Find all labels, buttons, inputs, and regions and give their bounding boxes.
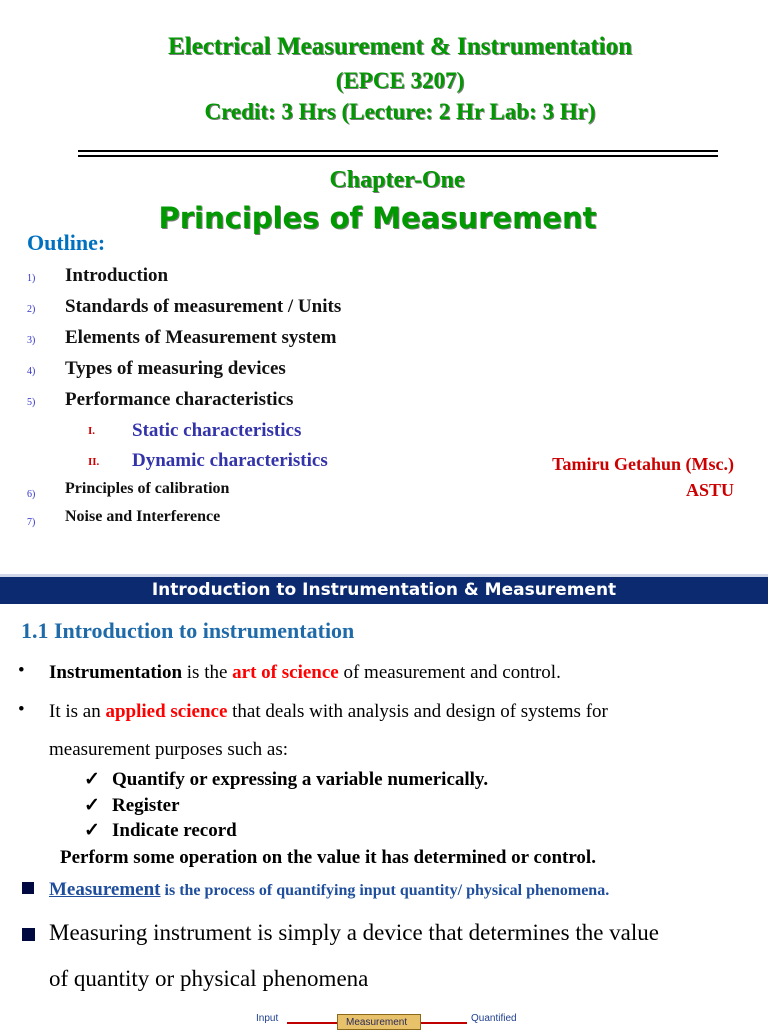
outline-item bbox=[27, 512, 35, 530]
outline-number: 4) bbox=[27, 366, 36, 377]
sub-item-number: II. bbox=[88, 456, 100, 468]
text: is the process of quantifying input quantity/ physical phenomena. bbox=[160, 882, 610, 899]
bullet-dot: • bbox=[18, 699, 25, 720]
course-code: (EPCE 3207) bbox=[335, 68, 465, 93]
institution: ASTU bbox=[685, 480, 734, 500]
outline-item-text: Types of measuring devices bbox=[65, 358, 286, 379]
bullet-instrumentation bbox=[49, 662, 749, 684]
outline-heading: Outline: bbox=[27, 230, 106, 255]
outline-number: 7) bbox=[27, 517, 36, 528]
bullet-dot: • bbox=[18, 660, 25, 681]
square-bullet-icon bbox=[22, 882, 34, 894]
outline-number: 5) bbox=[27, 397, 36, 408]
outline-item-text: Performance characteristics bbox=[65, 389, 294, 410]
square-bullet-icon bbox=[22, 928, 35, 941]
outline-item-text: Noise and Interference bbox=[65, 508, 221, 525]
course-title: Electrical Measurement & Instrumentation bbox=[167, 33, 633, 60]
sub-item-text: Static characteristics bbox=[132, 420, 302, 441]
term: Measurement bbox=[49, 879, 161, 900]
check-item: Register bbox=[112, 795, 180, 816]
text: It is an bbox=[49, 701, 106, 722]
instrument-definition-line2: of quantity or physical phenomena bbox=[49, 966, 369, 991]
divider-line bbox=[78, 155, 718, 157]
instrument-definition-line1: Measuring instrument is simply a device that determines the value bbox=[49, 920, 659, 945]
outline-number: 3) bbox=[27, 335, 36, 346]
check-icon: ✓ bbox=[84, 769, 100, 790]
outline-number: 2) bbox=[27, 304, 36, 315]
outline-item-text: Standards of measurement / Units bbox=[65, 296, 342, 317]
check-item: Quantify or expressing a variable numerically. bbox=[112, 769, 489, 790]
highlight: art of science bbox=[232, 662, 339, 683]
sub-item-text: Dynamic characteristics bbox=[132, 450, 328, 471]
outline-number: 1) bbox=[27, 273, 36, 284]
outline-item bbox=[27, 330, 35, 348]
text: is the bbox=[182, 662, 233, 683]
bullet-continuation: measurement purposes such as: bbox=[49, 739, 289, 760]
diagram-box bbox=[337, 1014, 421, 1030]
term: Instrumentation bbox=[49, 662, 183, 683]
outline-item bbox=[27, 392, 35, 410]
credit-info: Credit: 3 Hrs (Lecture: 2 Hr Lab: 3 Hr) bbox=[204, 99, 596, 124]
highlight: applied science bbox=[105, 701, 228, 722]
check-icon: ✓ bbox=[84, 795, 100, 816]
check-icon: ✓ bbox=[84, 820, 100, 841]
sub-item-number: I. bbox=[88, 425, 96, 437]
outline-item-text: Elements of Measurement system bbox=[65, 327, 337, 348]
outline-item-text: Principles of calibration bbox=[65, 480, 230, 497]
outline-number: 6) bbox=[27, 489, 36, 500]
diagram-output-label: Quantified bbox=[471, 1013, 517, 1024]
outline-item bbox=[27, 268, 35, 286]
text: of measurement and control. bbox=[338, 662, 561, 683]
outline-item bbox=[27, 484, 35, 502]
outline-item bbox=[27, 299, 35, 317]
divider-line bbox=[78, 150, 718, 152]
slide-banner: Introduction to Instrumentation & Measurement bbox=[0, 577, 768, 604]
diagram-box-label: Measurement bbox=[346, 1017, 408, 1028]
section-title: 1.1 Introduction to instrumentation bbox=[21, 618, 355, 643]
diagram-input-label: Input bbox=[256, 1013, 279, 1024]
chapter-number: Chapter-One bbox=[329, 167, 465, 193]
chapter-title: Principles of Measurement bbox=[158, 201, 597, 235]
check-item: Indicate record bbox=[112, 820, 237, 841]
bullet-applied-science bbox=[49, 701, 764, 723]
measurement-definition bbox=[49, 879, 764, 901]
text: that deals with analysis and design of systems for bbox=[227, 701, 608, 722]
outline-item-text: Introduction bbox=[65, 265, 169, 286]
measurement-diagram bbox=[245, 1008, 545, 1028]
perform-text: Perform some operation on the value it has determined or control. bbox=[60, 847, 596, 868]
author-name: Tamiru Getahun (Msc.) bbox=[552, 454, 734, 474]
outline-item bbox=[27, 361, 35, 379]
